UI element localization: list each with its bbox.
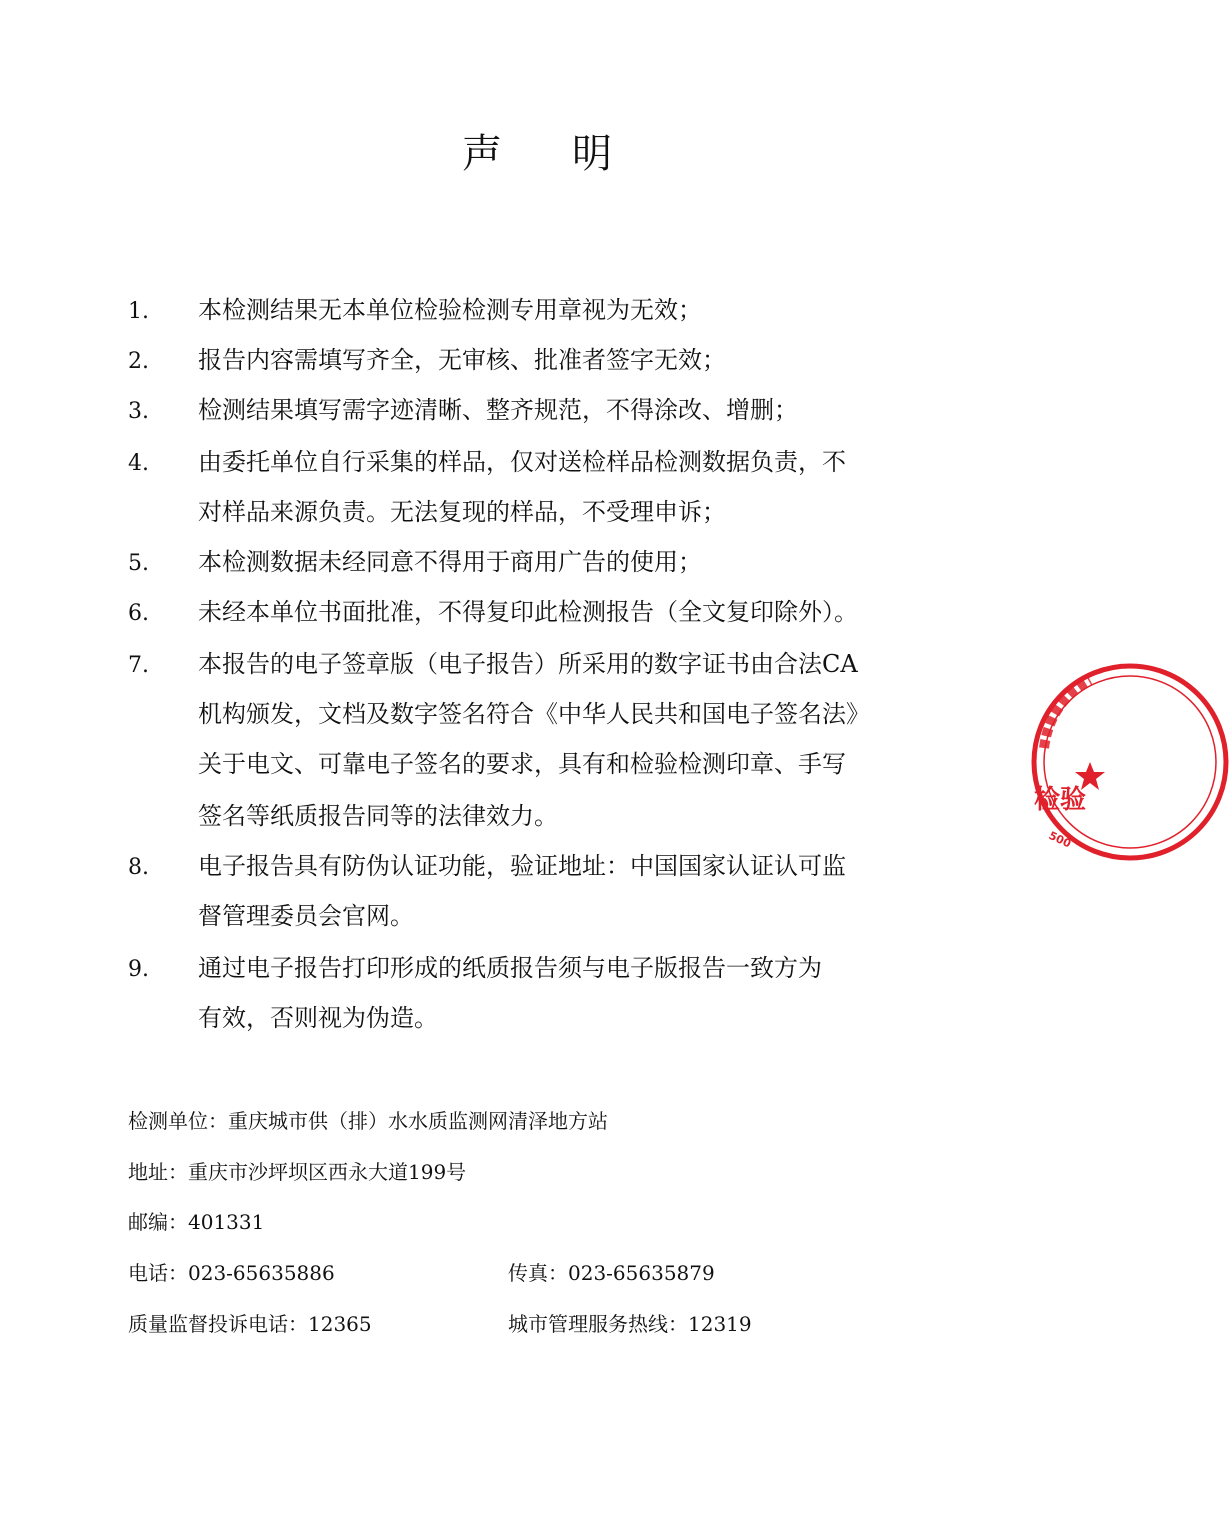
statement-number: 8. — [128, 855, 149, 880]
statement-number: 2. — [128, 349, 149, 374]
postcode: 邮编：401331 — [128, 1210, 265, 1234]
statement-number: 6. — [128, 601, 149, 626]
statement-number: 7. — [128, 653, 149, 678]
statement-5 — [128, 540, 702, 584]
statement-4 — [128, 440, 846, 484]
statement-text: 由委托单位自行采集的样品，仅对送检样品检测数据负责，不 — [198, 448, 846, 476]
statement-text: 电子报告具有防伪认证功能，验证地址：中国国家认证认可监 — [198, 852, 846, 880]
statement-text: 报告内容需填写齐全，无审核、批准者签字无效； — [198, 346, 726, 374]
statement-number: 4. — [128, 451, 149, 476]
statement-9 — [128, 946, 822, 990]
testing-unit: 检测单位：重庆城市供（排）水水质监测网清泽地方站 — [128, 1109, 608, 1133]
statement-text: 未经本单位书面批准，不得复印此检测报告（全文复印除外）。 — [198, 598, 858, 626]
statement-1 — [128, 288, 702, 332]
phone: 电话：023-65635886 — [128, 1261, 335, 1285]
stamp-inner-ring — [1044, 676, 1216, 848]
statement-2 — [128, 338, 726, 382]
statement-7-continuation: 签名等纸质报告同等的法律效力。 — [198, 802, 558, 830]
statement-number: 1. — [128, 299, 149, 324]
complaint-phone: 质量监督投诉电话：12365 — [128, 1312, 372, 1336]
statement-8-continuation: 督管理委员会官网。 — [198, 902, 414, 930]
statement-text: 本检测结果无本单位检验检测专用章视为无效； — [198, 296, 702, 324]
statement-4-continuation: 对样品来源负责。无法复现的样品，不受理申诉； — [198, 498, 726, 526]
statement-7-continuation: 机构颁发，文档及数字签名符合《中华人民共和国电子签名法》 — [198, 700, 870, 728]
statement-number: 9. — [128, 957, 149, 982]
statement-6 — [128, 590, 858, 634]
statement-3 — [128, 388, 798, 432]
statement-7-continuation: 关于电文、可靠电子签名的要求，具有和检验检测印章、手写 — [198, 750, 846, 778]
address: 地址：重庆市沙坪坝区西永大道199号 — [128, 1160, 467, 1184]
page-title: 声明 — [462, 131, 682, 177]
statement-8 — [128, 844, 846, 888]
fax: 传真：023-65635879 — [508, 1261, 715, 1285]
statement-text: 通过电子报告打印形成的纸质报告须与电子版报告一致方为 — [198, 954, 822, 982]
official-stamp — [1030, 662, 1230, 862]
stamp-text: 检验 — [1034, 785, 1087, 815]
statement-text: 本报告的电子签章版（电子报告）所采用的数字证书由合法CA — [198, 650, 858, 678]
statement-number: 3. — [128, 399, 149, 424]
statement-9-continuation: 有效，否则视为伪造。 — [198, 1004, 438, 1032]
statement-number: 5. — [128, 551, 149, 576]
service-hotline: 城市管理服务热线：12319 — [508, 1312, 752, 1336]
stamp-code: 500 — [1046, 828, 1074, 851]
statement-text: 本检测数据未经同意不得用于商用广告的使用； — [198, 548, 702, 576]
statement-7 — [128, 642, 858, 686]
statement-text: 检测结果填写需字迹清晰、整齐规范，不得涂改、增删； — [198, 396, 798, 424]
